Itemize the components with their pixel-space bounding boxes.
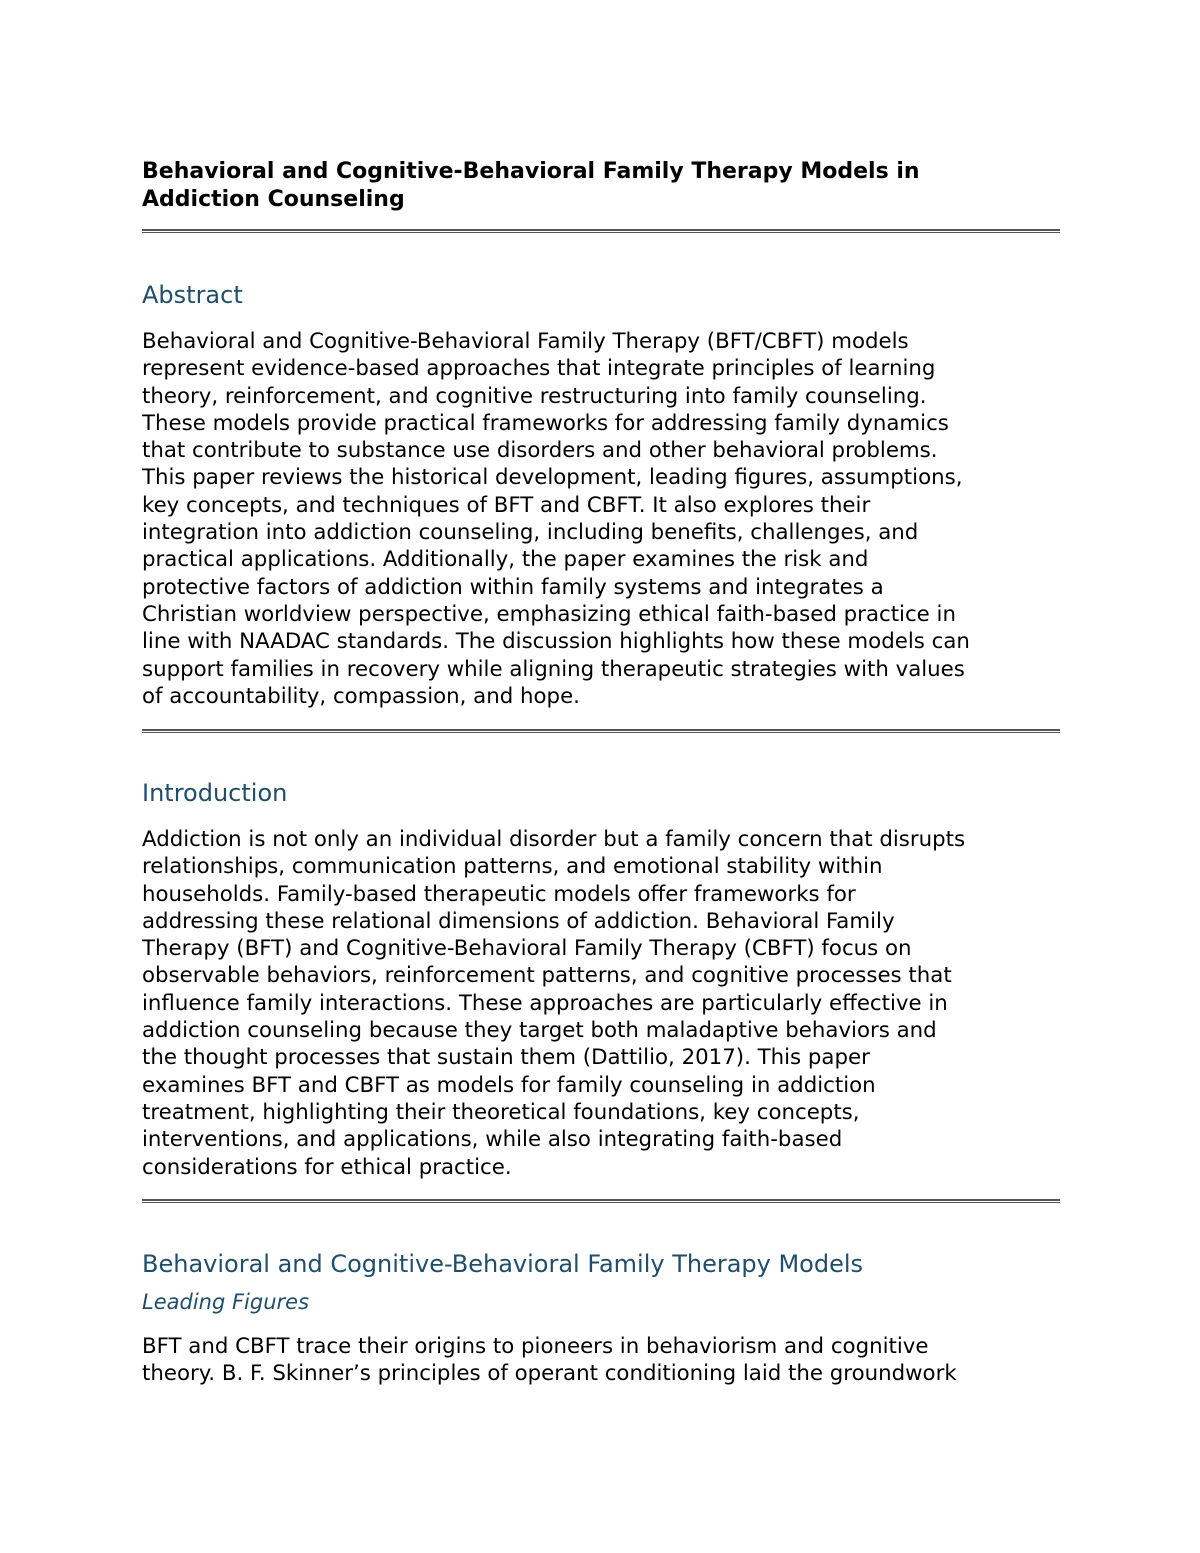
introduction-line: observable behaviors, reinforcement patterns, and cognitive processes that bbox=[142, 963, 952, 989]
introduction-line: addressing these relational dimensions of addiction. Behavioral Family bbox=[142, 908, 895, 934]
introduction-line: treatment, highlighting their theoretical foundations, key concepts, bbox=[142, 1099, 860, 1125]
introduction-line: Addiction is not only an individual disorder but a family concern that disrupts bbox=[142, 827, 966, 852]
introduction-line: households. Family-based therapeutic models offer frameworks for bbox=[142, 881, 856, 907]
introduction-line: considerations for ethical practice. bbox=[142, 1154, 512, 1180]
introduction-line: influence family interactions. These approaches are particularly effective in bbox=[142, 990, 948, 1016]
document-title bbox=[142, 158, 1060, 214]
leading-figures-subheading: Leading Figures bbox=[142, 1290, 310, 1314]
introduction-line: examines BFT and CBFT as models for family counseling in addiction bbox=[142, 1072, 876, 1098]
abstract-line: These models provide practical frameworks for addressing family dynamics bbox=[142, 410, 949, 436]
introduction-line: addiction counseling because they target both maladaptive behaviors and bbox=[142, 1018, 937, 1044]
document-title-line: Behavioral and Cognitive-Behavioral Family Therapy Models in bbox=[142, 159, 920, 184]
section-divider bbox=[142, 729, 1060, 733]
models-section-heading: Behavioral and Cognitive-Behavioral Family Therapy Models bbox=[142, 1250, 864, 1278]
leading-figures-paragraph bbox=[142, 1333, 1072, 1388]
abstract-line: represent evidence-based approaches that integrate principles of learning bbox=[142, 356, 936, 382]
abstract-line: theory, reinforcement, and cognitive restructuring into family counseling. bbox=[142, 383, 927, 409]
abstract-line: protective factors of addiction within family systems and integrates a bbox=[142, 574, 884, 600]
abstract-line: Christian worldview perspective, emphasizing ethical faith-based practice in bbox=[142, 601, 956, 627]
abstract-line: line with NAADAC standards. The discussion highlights how these models can bbox=[142, 629, 970, 655]
introduction-line: relationships, communication patterns, and emotional stability within bbox=[142, 854, 883, 880]
section-divider bbox=[142, 1199, 1060, 1203]
introduction-line: Therapy (BFT) and Cognitive-Behavioral Family Therapy (CBFT) focus on bbox=[142, 936, 912, 962]
abstract-line: integration into addiction counseling, including benefits, challenges, and bbox=[142, 520, 919, 546]
abstract-paragraph bbox=[142, 328, 1072, 710]
leading-figures-line: theory. B. F. Skinner’s principles of operant conditioning laid the groundwork bbox=[142, 1361, 957, 1387]
introduction-line: interventions, and applications, while also integrating faith-based bbox=[142, 1127, 843, 1153]
abstract-heading: Abstract bbox=[142, 281, 243, 309]
leading-figures-line: BFT and CBFT trace their origins to pioneers in behaviorism and cognitive bbox=[142, 1334, 929, 1359]
abstract-line: support families in recovery while aligning therapeutic strategies with values bbox=[142, 656, 965, 682]
section-divider bbox=[142, 229, 1060, 233]
introduction-heading: Introduction bbox=[142, 779, 288, 807]
document-title-line: Addiction Counseling bbox=[142, 187, 405, 212]
introduction-line: the thought processes that sustain them (Dattilio, 2017). This paper bbox=[142, 1045, 870, 1071]
abstract-line: Behavioral and Cognitive-Behavioral Family Therapy (BFT/CBFT) models bbox=[142, 329, 909, 354]
abstract-line: This paper reviews the historical development, leading figures, assumptions, bbox=[142, 465, 963, 491]
abstract-line: key concepts, and techniques of BFT and CBFT. It also explores their bbox=[142, 492, 871, 518]
abstract-line: that contribute to substance use disorders and other behavioral problems. bbox=[142, 438, 938, 464]
abstract-line: of accountability, compassion, and hope. bbox=[142, 683, 580, 709]
abstract-line: practical applications. Additionally, the paper examines the risk and bbox=[142, 547, 869, 573]
introduction-paragraph bbox=[142, 826, 1072, 1181]
